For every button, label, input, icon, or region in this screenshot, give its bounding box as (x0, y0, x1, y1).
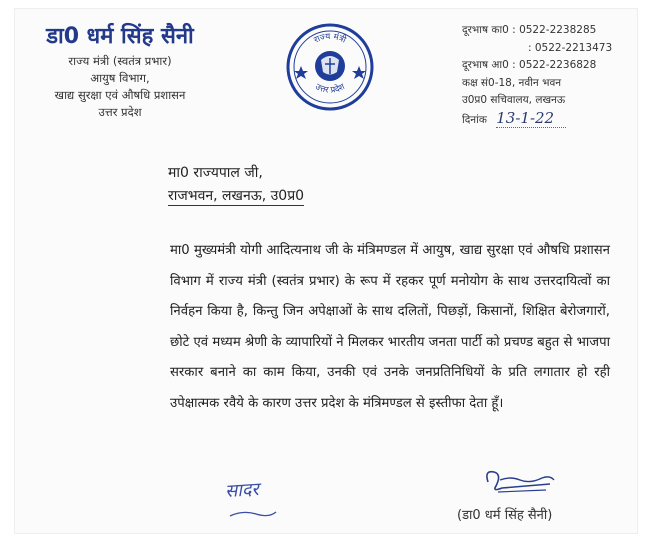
sender-department-2: खाद्य सुरक्षा एवं औषधि प्रशासन (54, 88, 186, 102)
sender-designation: राज्य मंत्री (स्वतंत्र प्रभार) (68, 54, 172, 68)
office-phone-label: दूरभाष का0 : (462, 24, 516, 36)
room-number: कक्ष सं0-18, नवीन भवन (462, 76, 562, 89)
addressee-address: राजभवन, लखनऊ, उ0प्र0 (168, 188, 305, 204)
addressee-block (168, 162, 304, 208)
office-phone-1: 0522-2238285 (519, 24, 597, 36)
handwritten-note: सादर (224, 478, 260, 503)
sender-block (30, 20, 210, 121)
date-value: 13-1-22 (496, 110, 566, 129)
state-emblem-seal (285, 22, 375, 112)
residence-phone: 0522-2236828 (519, 59, 597, 71)
office-phone-2: : 0522-2213473 (528, 41, 613, 54)
signatory-name: (डा0 धर्म सिंह सैनी) (457, 508, 553, 523)
date-row (462, 110, 642, 130)
office-phone-row-2 (462, 40, 642, 58)
residence-phone-label: दूरभाष आ0 : (462, 59, 516, 71)
sender-name: डा0 धर्म सिंह सैनी (46, 24, 194, 49)
sender-department: आयुष विभाग, (90, 71, 150, 85)
residence-phone-row (462, 57, 642, 75)
signature-mark (480, 462, 560, 500)
svg-text:उत्तर प्रदेश: उत्तर प्रदेश (313, 82, 347, 96)
addressee-title: मा0 राज्यपाल जी, (168, 165, 263, 181)
date-label: दिनांक (462, 113, 487, 126)
svg-text:राज्य मंत्री: राज्य मंत्री (312, 31, 348, 46)
contact-block (462, 22, 642, 129)
office-phone-row (462, 22, 642, 40)
sender-state: उत्तर प्रदेश (98, 105, 142, 119)
handwritten-underline (228, 508, 278, 520)
secretariat-address: उ0प्र0 सचिवालय, लखनऊ (462, 94, 566, 106)
letter-body: मा0 मुख्यमंत्री योगी आदित्यनाथ जी के मंत्रिमण्डल में आयुष, खाद्य सुरक्षा एवं औषधि प्रशासन विभाग में राज्य मंत्री (स्वतंत्र प्रभार) के रूप में रहकर पूर्ण मनोयोग के साथ उत्तरदायित्वों का निर्वहन किया है, किन्तु जिन अपेक्षाओं के साथ दलितों, पिछड़ों, किसानों, शिक्षित बेरोजगारों, छोटे एवं मध्यम श्रेणी के व्यापारियों ने मिलकर भारतीय जनता पार्टी को प्रचण्ड बहुत से भाजपा सरकार बनाने का काम किया, उनकी एवं उनके जनप्रतिनिधियों के प्रति लगातार हो रही उपेक्षात्मक रवैये के कारण उत्तर प्रदेश के मंत्रिमण्डल से इस्तीफा देता हूँ। (170, 243, 610, 411)
